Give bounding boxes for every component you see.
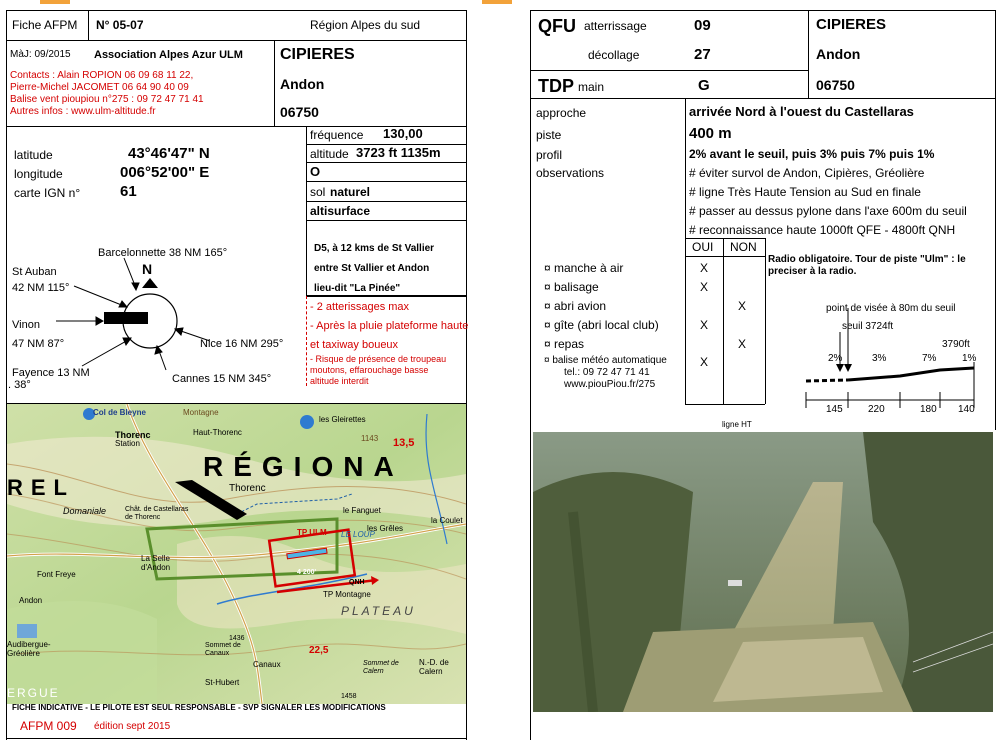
threshold-label: seuil 3724ft bbox=[842, 321, 894, 332]
service-label: ¤ repas bbox=[544, 337, 585, 351]
commune: Andon bbox=[280, 76, 325, 92]
map-label: la Coulet bbox=[431, 516, 463, 525]
map-label: REL bbox=[7, 475, 75, 500]
location-line: entre St Vallier et Andon bbox=[314, 263, 430, 274]
length-label: 180 bbox=[920, 404, 937, 415]
profile-graphic bbox=[800, 300, 980, 420]
service-label: ¤ abri avion bbox=[544, 299, 607, 313]
status-value: O bbox=[310, 164, 321, 179]
altitude-value: 3723 ft 1135m bbox=[356, 145, 441, 160]
ign-label: carte IGN n° bbox=[14, 186, 81, 200]
map-label: Thorenc bbox=[229, 483, 266, 494]
service-yes: X bbox=[700, 318, 709, 332]
ground-label: sol bbox=[310, 185, 326, 199]
tab-marker bbox=[40, 0, 70, 4]
compass-destination: Barcelonnette 38 NM 165° bbox=[98, 247, 228, 259]
service-no: X bbox=[738, 299, 747, 313]
map-label: Canaux bbox=[253, 660, 281, 669]
remark: - Risque de présence de troupeau bbox=[310, 354, 447, 364]
north-label: N bbox=[142, 261, 153, 277]
frequency-value: 130,00 bbox=[383, 126, 423, 141]
remark: - Après la pluie plateforme haute bbox=[310, 320, 469, 332]
map-label: Sommet de Calern bbox=[363, 660, 399, 675]
meteo-phone: tel.: 09 72 47 71 41 bbox=[564, 367, 650, 378]
compass-destination: 47 NM 87° bbox=[12, 338, 65, 350]
category: altisurface bbox=[310, 204, 371, 218]
map-label: PLATEAU bbox=[341, 604, 416, 618]
meteo-url[interactable]: www.piouPiou.fr/275 bbox=[564, 379, 656, 390]
qfu-takeoff: 27 bbox=[694, 46, 711, 63]
col-no: NON bbox=[730, 240, 757, 254]
remark: altitude interdit bbox=[310, 376, 369, 386]
observation-item: # éviter survol de Andon, Cipières, Gréolière bbox=[689, 166, 925, 180]
latitude-label: latitude bbox=[14, 148, 53, 162]
ign-value: 61 bbox=[120, 183, 137, 200]
map-label: Audibergue-Gréolière bbox=[7, 640, 51, 658]
map-label: 4 200' bbox=[297, 569, 317, 576]
update-date: MàJ: 09/2015 bbox=[10, 49, 71, 60]
map-label: St-Hubert bbox=[205, 678, 240, 687]
runway-value: 400 m bbox=[689, 125, 732, 142]
map-label: les Grêles bbox=[367, 524, 404, 533]
service-label: ¤ manche à air bbox=[544, 261, 624, 275]
aim-point-label: point de visée à 80m du seuil bbox=[826, 303, 956, 314]
footer-id: AFPM 009 bbox=[20, 719, 77, 733]
map-label: Font Freye bbox=[37, 570, 76, 579]
map-label: La Selle d'Andon bbox=[141, 554, 171, 572]
aerial-photo bbox=[533, 432, 993, 712]
profile-value: 2% avant le seuil, puis 3% puis 7% puis 1% bbox=[689, 147, 935, 161]
length-label: 220 bbox=[868, 404, 885, 415]
topo-map bbox=[7, 404, 466, 704]
latitude-value: 43°46'47" N bbox=[128, 145, 210, 162]
qfu-landing: 09 bbox=[694, 17, 711, 34]
map-label: 1458 bbox=[341, 693, 357, 700]
map-label: QNH bbox=[349, 579, 365, 586]
map-label: 22,5 bbox=[309, 645, 329, 656]
map-label: TP ULM bbox=[297, 528, 327, 537]
power-line-label: ligne HT bbox=[722, 420, 752, 429]
length-label: 140 bbox=[958, 404, 975, 415]
service-no: X bbox=[738, 337, 747, 351]
doc-label: Fiche AFPM bbox=[12, 18, 78, 32]
service-yes: X bbox=[700, 280, 709, 294]
col-yes: OUI bbox=[692, 240, 714, 254]
observations-label: observations bbox=[536, 166, 605, 180]
longitude-label: longitude bbox=[14, 167, 63, 181]
slope-label: 2% bbox=[828, 353, 843, 364]
length-label: 145 bbox=[826, 404, 843, 415]
remark: - 2 atterissages max bbox=[310, 301, 410, 313]
approach-value: arrivée Nord à l'ouest du Castellaras bbox=[689, 104, 914, 119]
compass-destination: 42 NM 115° bbox=[12, 282, 70, 294]
service-label: ¤ balisage bbox=[544, 280, 599, 294]
association: Association Alpes Azur ULM bbox=[94, 49, 243, 61]
slope-label: 1% bbox=[962, 353, 977, 364]
site-name-right: CIPIERES bbox=[816, 16, 887, 33]
aerial-photo-graphic bbox=[533, 432, 993, 712]
tdp-label: TDP bbox=[538, 76, 574, 96]
map-label: Montagne bbox=[183, 408, 219, 417]
service-yes: X bbox=[700, 261, 709, 275]
contact-line[interactable]: Autres infos : www.ulm-altitude.fr bbox=[10, 106, 156, 117]
doc-number: N° 05-07 bbox=[96, 18, 144, 32]
tdp-hand: G bbox=[698, 77, 710, 94]
service-label: ¤ gîte (abri local club) bbox=[544, 318, 659, 332]
map-label: 13,5 bbox=[393, 437, 415, 449]
map-label: RÉGIONA bbox=[203, 451, 404, 482]
approach-label: approche bbox=[536, 106, 587, 120]
ground-value: naturel bbox=[330, 185, 371, 199]
map-label: Col de Bleyne bbox=[93, 408, 146, 417]
compass-destination: . 38° bbox=[8, 379, 31, 391]
tab-marker bbox=[482, 0, 512, 4]
compass-destination: St Auban bbox=[12, 266, 57, 278]
postcode-right: 06750 bbox=[816, 77, 855, 93]
qfu-takeoff-label: décollage bbox=[588, 48, 640, 62]
map-label: ERGUE bbox=[7, 686, 60, 700]
map-label: Haut-Thorenc bbox=[193, 428, 242, 437]
service-yes: X bbox=[700, 355, 709, 369]
observation-item: # ligne Très Haute Tension au Sud en finale bbox=[689, 185, 921, 199]
altitude-label: altitude bbox=[310, 147, 349, 161]
longitude-value: 006°52'00" E bbox=[120, 164, 210, 181]
location-line: lieu-dit "La Pinée" bbox=[314, 283, 401, 294]
map-label: Andon bbox=[19, 596, 43, 605]
disclaimer: FICHE INDICATIVE - LE PILOTE EST SEUL RESPONSABLE - SVP SIGNALER LES MODIFICATIONS bbox=[12, 703, 386, 712]
contact-line: Contacts : Alain ROPION 06 09 68 11 22, bbox=[10, 70, 194, 81]
location-line: D5, à 12 kms de St Vallier bbox=[314, 243, 435, 254]
service-label: ¤ balise météo automatique bbox=[544, 355, 667, 366]
runway-label: piste bbox=[536, 128, 562, 142]
map-label: les Gleirettes bbox=[319, 415, 366, 424]
contact-line[interactable]: Balise vent pioupiou n°275 : 09 72 47 71 41 bbox=[10, 94, 204, 105]
qfu-label: QFU bbox=[538, 16, 576, 36]
end-alt-label: 3790ft bbox=[942, 339, 970, 350]
map-label: TP Montagne bbox=[323, 590, 371, 599]
commune-right: Andon bbox=[816, 46, 861, 62]
map-label: le Fanguet bbox=[343, 506, 381, 515]
region: Région Alpes du sud bbox=[310, 18, 421, 32]
contact-line: Pierre-Michel JACOMET 06 64 90 40 09 bbox=[10, 82, 189, 93]
observation-item: # passer au dessus pylone dans l'axe 600m du seuil bbox=[689, 204, 967, 218]
observation-item: # reconnaissance haute 1000ft QFE - 4800ft QNH bbox=[689, 223, 956, 237]
profile-label: profil bbox=[536, 148, 563, 162]
remark: moutons, effarouchage basse bbox=[310, 365, 429, 375]
compass-destination: Nice 16 NM 295° bbox=[200, 338, 284, 350]
map-label: Chât. de Castellaras de Thorenc bbox=[125, 506, 189, 521]
slope-label: 3% bbox=[872, 353, 887, 364]
compass-destination: Vinon bbox=[12, 319, 40, 331]
radio-note: Radio obligatoire. Tour de piste "Ulm" : le preciser à la radio. bbox=[768, 254, 966, 277]
tdp-hand-label: main bbox=[578, 80, 605, 94]
postcode: 06750 bbox=[280, 104, 319, 120]
map-label: Sommet de Canaux bbox=[205, 642, 241, 657]
footer-edition: édition sept 2015 bbox=[94, 721, 171, 732]
map-label: Station bbox=[115, 439, 140, 448]
map-label: N.-D. de Calern bbox=[419, 658, 449, 676]
map-label: 1436 bbox=[229, 635, 245, 642]
compass-destination: Fayence 13 NM bbox=[12, 367, 90, 379]
site-name: CIPIERES bbox=[280, 46, 355, 63]
compass-destination: Cannes 15 NM 345° bbox=[172, 373, 272, 385]
qfu-landing-label: atterrissage bbox=[584, 19, 647, 33]
slope-label: 7% bbox=[922, 353, 937, 364]
map-label: Domaniale bbox=[63, 506, 107, 516]
map-label: 1143 bbox=[361, 434, 379, 443]
remark: et taxiway boueux bbox=[310, 339, 399, 351]
frequency-label: fréquence bbox=[310, 128, 364, 142]
map-label: Thorenc bbox=[115, 430, 151, 440]
map-label: LE LOUP bbox=[341, 530, 375, 539]
